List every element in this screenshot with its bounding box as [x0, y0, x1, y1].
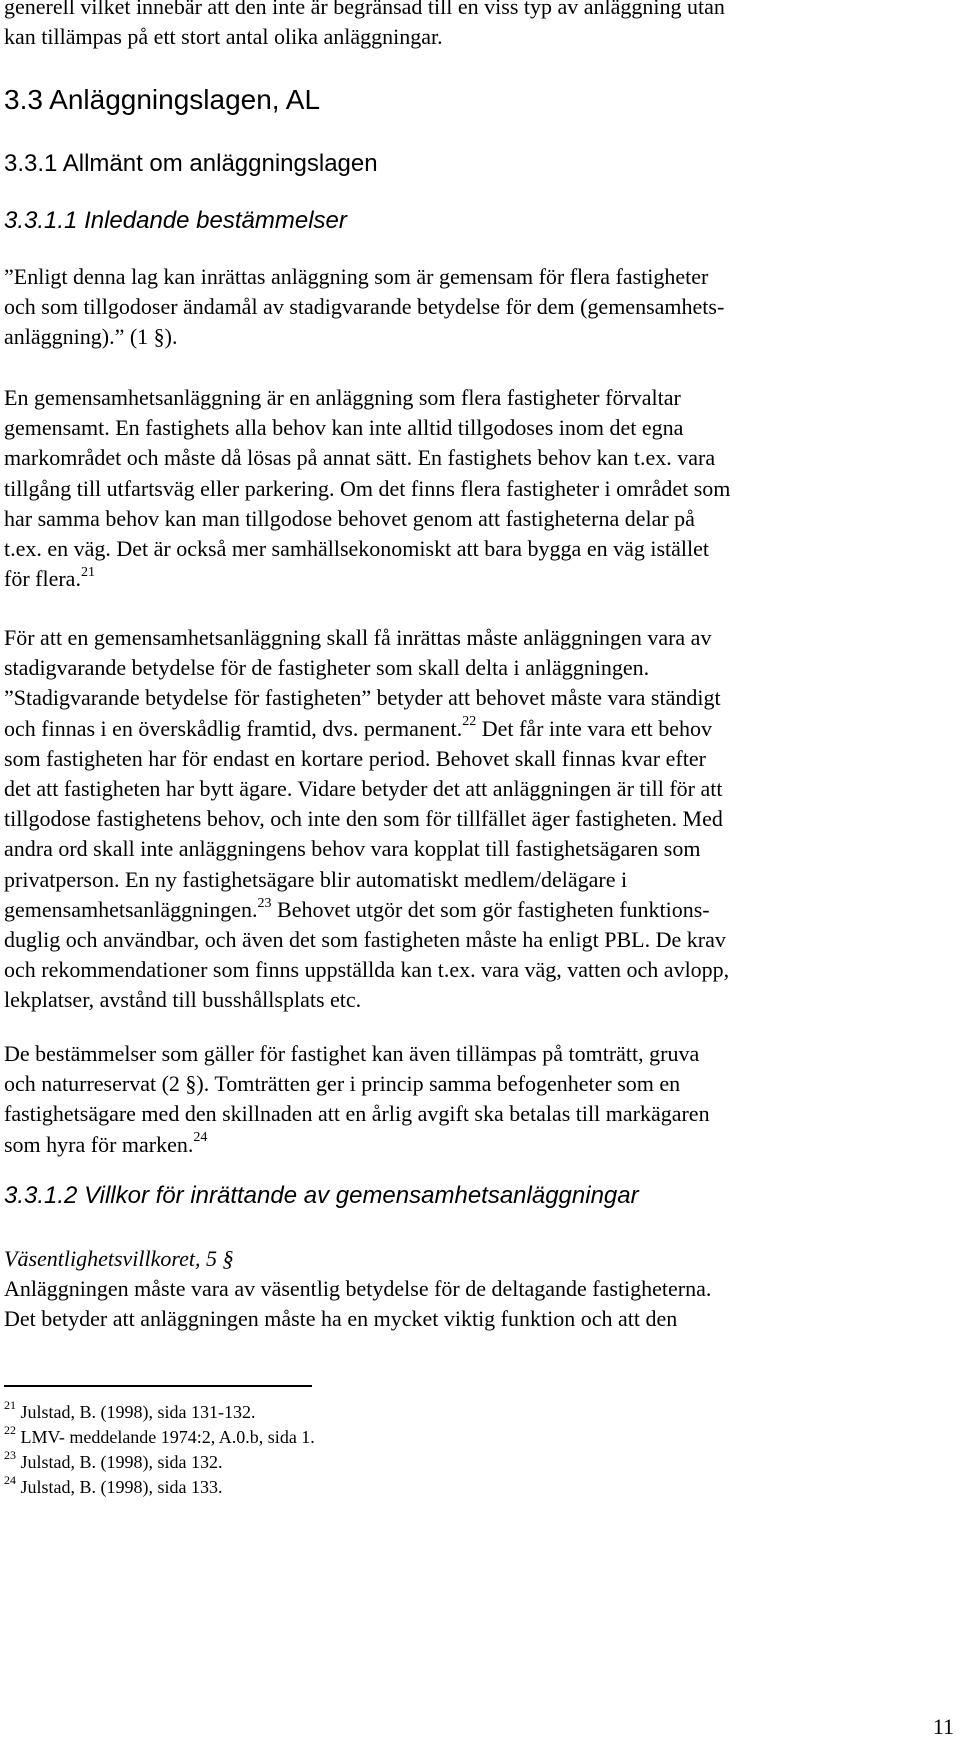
text-line: För att en gemensamhetsanläggning skall få inrättas måste anläggningen vara av	[4, 625, 712, 650]
text-line: tillgång till utfartsväg eller parkering. Om det finns flera fastigheter i området som	[4, 475, 731, 501]
footnote-divider	[4, 1385, 312, 1387]
footnote-item	[4, 1400, 315, 1425]
footnote-item	[4, 1475, 315, 1500]
footnote-text: LMV- meddelande 1974:2, A.0.b, sida 1.	[16, 1427, 315, 1447]
text-line: tillgodose fastighetens behov, och inte den som för tillfället äger fastigheten. Med	[4, 806, 723, 832]
footnote-text: Julstad, B. (1998), sida 133.	[16, 1477, 223, 1497]
text-line: ”Enligt denna lag kan inrättas anläggning som är gemensam för flera fastigheter	[4, 264, 709, 289]
text-line	[4, 1130, 956, 1160]
text-line: En gemensamhetsanläggning är en anläggning som flera fastigheter förvaltar	[4, 385, 681, 410]
text-line: anläggning).” (1 §).	[4, 324, 178, 350]
text-line: det att fastigheten har bytt ägare. Vidare betyder det att anläggningen är till för att	[4, 776, 723, 802]
footnote-ref[interactable]: 24	[193, 1130, 208, 1146]
text-line: privatperson. En ny fastighetsägare blir automatiskt medlem/delägare i	[4, 866, 628, 892]
text-fragment: gemensamhetsanläggningen.	[4, 896, 258, 922]
text-line: har samma behov kan man tillgodose behovet genom att fastigheterna delar på	[4, 505, 695, 531]
text-line: och naturreservat (2 §). Tomträtten ger i princip samma befogenheter som en	[4, 1071, 681, 1097]
heading-3-3-1-2: 3.3.1.2 Villkor för inrättande av gemensamhetsanläggningar	[4, 1182, 639, 1209]
text-line: stadigvarande betydelse för de fastigheter som skall delta i anläggningen.	[4, 655, 650, 681]
footnote-ref[interactable]: 23	[257, 895, 272, 911]
text-line: markområdet och måste då lösas på annat sätt. En fastighets behov kan t.ex. vara	[4, 445, 716, 471]
footnotes	[4, 1400, 315, 1500]
footnote-text: Julstad, B. (1998), sida 131-132.	[16, 1402, 256, 1422]
text-line: lekplatser, avstånd till busshållsplats etc.	[4, 987, 362, 1013]
section-label: Väsentlighetsvillkoret, 5 §	[4, 1246, 234, 1271]
heading-3-3-1: 3.3.1 Allmänt om anläggningslagen	[4, 150, 378, 177]
section-5-paragraph	[4, 1244, 956, 1335]
text-line: t.ex. en väg. Det är också mer samhällsekonomiskt att bara bygga en väg istället	[4, 536, 709, 562]
page-number: 11	[932, 1714, 954, 1739]
text-line: och rekommendationer som finns uppställda kan t.ex. vara väg, vatten och avlopp,	[4, 957, 730, 983]
intro-paragraph	[4, 0, 956, 52]
quote-paragraph	[4, 262, 956, 353]
text-line: kan tillämpas på ett stort antal olika anläggningar.	[4, 24, 443, 50]
text-line: fastighetsägare med den skillnaden att en årlig avgift ska betalas till markägaren	[4, 1101, 710, 1127]
footnote-number: 21	[4, 1398, 16, 1412]
footnote-number: 24	[4, 1473, 16, 1487]
text-line: duglig och användbar, och även det som fastigheten måste ha enligt PBL. De krav	[4, 927, 726, 953]
footnote-item	[4, 1425, 315, 1450]
paragraph-3	[4, 1039, 956, 1160]
text-fragment: Det får inte vara ett behov	[476, 715, 712, 741]
text-fragment: Behovet utgör det som gör fastigheten funktions-	[271, 896, 710, 922]
text-line: som fastigheten har för endast en kortare period. Behovet skall finnas kvar efter	[4, 745, 706, 771]
text-fragment: som hyra för marken.	[4, 1131, 194, 1157]
text-line: Anläggningen måste vara av väsentlig betydelse för de deltagande fastigheterna.	[4, 1276, 712, 1302]
heading-3-3: 3.3 Anläggningslagen, AL	[4, 84, 321, 115]
text-line: och som tillgodoser ändamål av stadigvarande betydelse för dem (gemensamhets-	[4, 294, 725, 320]
text-fragment: och finnas i en överskådlig framtid, dvs. permanent.	[4, 715, 463, 741]
heading-3-3-1-1: 3.3.1.1 Inledande bestämmelser	[4, 207, 347, 234]
text-line	[4, 564, 956, 594]
text-line: Det betyder att anläggningen måste ha en mycket viktig funktion och att den	[4, 1306, 678, 1332]
text-line: De bestämmelser som gäller för fastighet kan även tillämpas på tomträtt, gruva	[4, 1041, 700, 1066]
text-line: gemensamt. En fastighets alla behov kan inte alltid tillgodoses inom det egna	[4, 415, 684, 441]
text-line	[4, 895, 956, 925]
footnote-text: Julstad, B. (1998), sida 132.	[16, 1452, 223, 1472]
footnote-number: 22	[4, 1423, 16, 1437]
footnote-ref[interactable]: 21	[80, 564, 95, 580]
text-line: generell vilket innebär att den inte är begränsad till en viss typ av anläggning utan	[4, 0, 725, 19]
text-line: ”Stadigvarande betydelse för fastigheten” betyder att behovet måste vara ständigt	[4, 685, 721, 711]
text-line	[4, 714, 956, 744]
text-fragment: för flera.	[4, 566, 81, 592]
footnote-ref[interactable]: 22	[462, 714, 477, 730]
text-line: andra ord skall inte anläggningens behov vara kopplat till fastighetsägaren som	[4, 836, 701, 862]
footnote-item	[4, 1450, 315, 1475]
paragraph-1	[4, 383, 956, 594]
paragraph-2	[4, 623, 956, 1016]
footnote-number: 23	[4, 1448, 16, 1462]
